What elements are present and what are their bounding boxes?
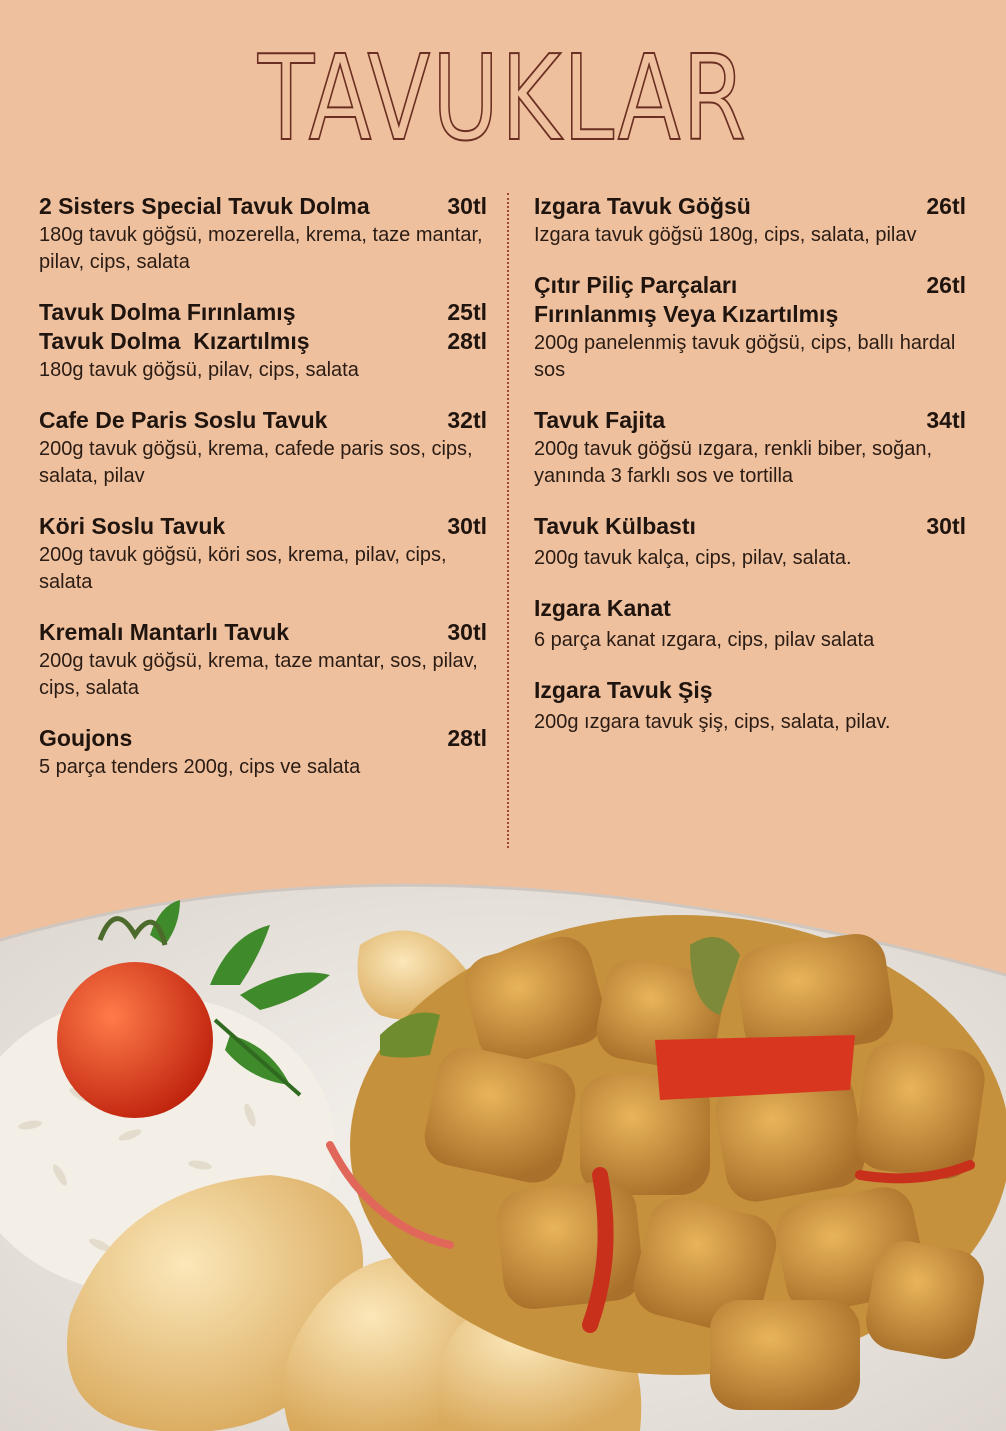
menu-item xyxy=(39,406,487,490)
item-price: 34tl xyxy=(926,407,966,433)
item-name: Tavuk Dolma Fırınlamış xyxy=(39,299,296,325)
item-price: 28tl xyxy=(447,725,487,751)
item-price: 30tl xyxy=(926,513,966,539)
menu-item xyxy=(39,618,487,702)
menu-item xyxy=(534,271,966,384)
item-price-variant: 28tl xyxy=(447,328,487,354)
item-description: 180g tavuk göğsü, mozerella, krema, taze mantar, pilav, cips, salata xyxy=(39,224,483,273)
menu-item xyxy=(534,676,966,736)
menu-item xyxy=(534,594,966,654)
item-description: 200g tavuk göğsü ızgara, renkli biber, soğan, yanında 3 farklı sos ve tortilla xyxy=(534,438,933,487)
item-description: 200g panelenmiş tavuk göğsü, cips, ballı hardal sos xyxy=(534,332,956,381)
item-description: 200g tavuk göğsü, köri sos, krema, pilav, cips, salata xyxy=(39,544,447,593)
item-price: 26tl xyxy=(926,272,966,298)
item-price: 26tl xyxy=(926,193,966,219)
item-name-variant: Fırınlanmış Veya Kızartılmış xyxy=(534,301,839,327)
menu-item xyxy=(39,298,487,384)
menu-item xyxy=(534,406,966,490)
item-name: Izgara Kanat xyxy=(534,595,671,621)
item-name: Goujons xyxy=(39,725,133,751)
menu-item xyxy=(534,512,966,572)
item-name: Köri Soslu Tavuk xyxy=(39,513,226,539)
item-price: 30tl xyxy=(447,193,487,219)
item-price: 32tl xyxy=(447,407,487,433)
item-price: 30tl xyxy=(447,513,487,539)
menu-item xyxy=(534,192,966,249)
item-price: 30tl xyxy=(447,619,487,645)
item-description: 200g tavuk göğsü, krema, cafede paris sos, cips, salata, pilav xyxy=(39,438,473,487)
item-name: 2 Sisters Special Tavuk Dolma xyxy=(39,193,370,219)
menu-item xyxy=(39,724,487,781)
item-name: Tavuk Fajita xyxy=(534,407,666,433)
title-wrap xyxy=(0,29,1006,167)
menu-title: TAVUKLAR xyxy=(258,29,748,167)
item-description: 200g ızgara tavuk şiş, cips, salata, pilav. xyxy=(534,711,891,733)
item-description: 200g tavuk kalça, cips, pilav, salata. xyxy=(534,547,852,569)
item-description: 5 parça tenders 200g, cips ve salata xyxy=(39,756,361,778)
food-photo xyxy=(0,845,1006,1431)
item-name: Kremalı Mantarlı Tavuk xyxy=(39,619,290,645)
item-name: Çıtır Piliç Parçaları xyxy=(534,272,738,298)
item-description: 6 parça kanat ızgara, cips, pilav salata xyxy=(534,629,875,651)
item-description: 180g tavuk göğsü, pilav, cips, salata xyxy=(39,359,359,381)
right-menu-column xyxy=(534,192,966,758)
item-name: Izgara Tavuk Şiş xyxy=(534,677,713,703)
left-menu-column xyxy=(39,192,487,803)
menu-item xyxy=(39,192,487,276)
item-name-variant: Tavuk Dolma Kızartılmış xyxy=(39,328,310,354)
item-name: Cafe De Paris Soslu Tavuk xyxy=(39,407,328,433)
item-price: 25tl xyxy=(447,299,487,325)
item-description: Izgara tavuk göğsü 180g, cips, salata, pilav xyxy=(534,224,917,246)
item-name: Tavuk Külbastı xyxy=(534,513,696,539)
item-name: Izgara Tavuk Göğsü xyxy=(534,193,751,219)
column-divider xyxy=(507,193,509,848)
menu-item xyxy=(39,512,487,596)
item-description: 200g tavuk göğsü, krema, taze mantar, sos, pilav, cips, salata xyxy=(39,650,478,699)
